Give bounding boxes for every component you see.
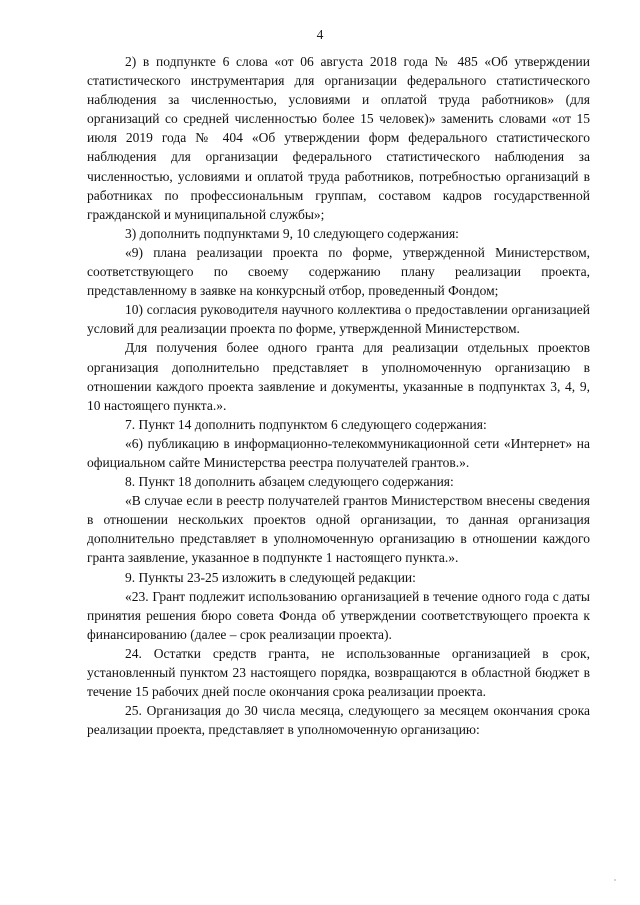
- paragraph-multiple-grants: Для получения более одного гранта для реализации отдельных проектов организация дополнительно представляет в уполномоченную организацию в отношении каждого проекта заявление и документы, указанные в подпунктах 3, 4, 9, 10 настоящего пункта.».: [87, 340, 590, 413]
- paragraph-item-7: 7. Пункт 14 дополнить подпунктом 6 следующего содержания:: [125, 416, 487, 432]
- paragraph-subitem-10: 10) согласия руководителя научного коллектива о предоставлении организацией условий для реализации проекта по форме, утвержденной Министерством.: [87, 302, 590, 337]
- paragraph-point-25: 25. Организация до 30 числа месяца, следующего за месяцем окончания срока реализации проекта, представляет в уполномоченную организацию:: [87, 703, 590, 738]
- page-number: 4: [316, 27, 324, 42]
- document-body: [87, 52, 590, 739]
- paragraph-subitem-9: «9) плана реализации проекта по форме, утвержденной Министерством, соответствующего по своему содержанию плану реализации проекта, представленному в заявке на конкурсный отбор, проведенный Фондом;: [87, 244, 590, 299]
- paragraph-subitem-3: 3) дополнить подпунктами 9, 10 следующего содержания:: [125, 225, 459, 241]
- paragraph-item-8-text: «В случае если в реестр получателей грантов Министерством внесены сведения в отношении нескольких проектов одной организации, то данная организация дополнительно представляет в уполномоченную организацию в отношении каждого гранта заявление, указанное в подпункте 1 настоящего пункта.».: [87, 493, 590, 566]
- paragraph-subitem-2: 2) в подпункте 6 слова «от 06 августа 2018 года № 485 «Об утверждении статистического инструментария для организации федерального статистического наблюдения за численностью, условиями и оплатой труда работников» (для организаций со средней численностью более 15 человек)» заменить словами «от 15 июля 2019 года № 404 «Об утверждении форм федерального статистического наблюдения для организации федерального статистического наблюдения за численностью, условиями и оплатой труда работников, потребностью организаций в работниках по профессиональным группам, составом кадров государственной гражданской и муниципальной службы»;: [87, 54, 590, 222]
- paragraph-point-23: «23. Грант подлежит использованию организацией в течение одного года с даты принятия решения бюро совета Фонда об утверждении соответствующего проекта к финансированию (далее – срок реализации проекта).: [87, 588, 590, 642]
- paragraph-point-24: 24. Остатки средств гранта, не использованные организацией в срок, установленный пунктом 23 настоящего порядка, возвращаются в областной бюджет в течение 15 рабочих дней после окончания срока реализации проекта.: [87, 645, 590, 700]
- scan-speck: [614, 879, 616, 881]
- paragraph-item-9: 9. Пункты 23-25 изложить в следующей редакции:: [125, 569, 416, 585]
- paragraph-item-8: 8. Пункт 18 дополнить абзацем следующего содержания:: [125, 474, 454, 490]
- paragraph-item-7-subitem-6: «6) публикацию в информационно-телекоммуникационной сети «Интернет» на официальном сайте Министерства реестра получателей грантов.».: [87, 435, 590, 470]
